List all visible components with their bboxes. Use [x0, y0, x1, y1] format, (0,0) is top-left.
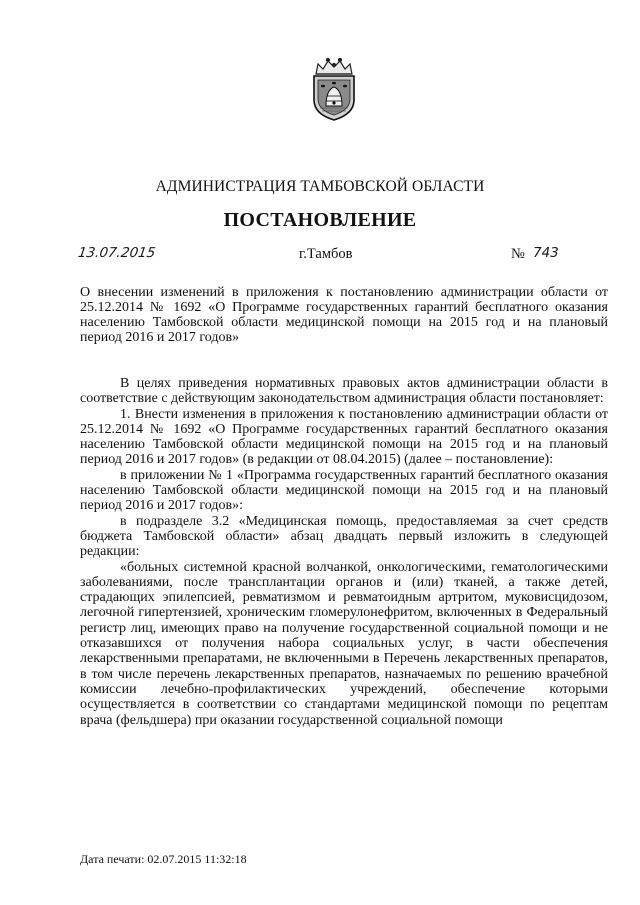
document-body [80, 376, 608, 728]
body-paragraph: В целях приведения нормативных правовых актов администрации области в соответствие с действующим законодательством администрация области постановляет: [80, 376, 608, 407]
body-paragraph: в подразделе 3.2 «Медицинская помощь, предоставляемая за счет средств бюджета Тамбовской области» абзац двадцать первый изложить в следующей редакции: [80, 513, 608, 560]
document-type-title: ПОСТАНОВЛЕНИЕ [223, 209, 417, 231]
city-label: г.Тамбов [299, 246, 353, 262]
number-label: № [511, 246, 525, 262]
coat-of-arms-icon [306, 56, 362, 122]
body-paragraph: в приложении № 1 «Программа государственных гарантий бесплатного оказания населению Тамбовской области медицинской помощи на 2015 год и на плановый период 2016 и 2017 годов»: [80, 467, 608, 514]
handwritten-date: 13.07.2015 [76, 245, 157, 261]
print-date-footer: Дата печати: 02.07.2015 11:32:18 [80, 852, 247, 866]
handwritten-number: 743 [533, 245, 559, 261]
issuing-authority: АДМИНИСТРАЦИЯ ТАМБОВСКОЙ ОБЛАСТИ [155, 178, 485, 195]
body-paragraph: 1. Внести изменения в приложения к постановлению администрации области от 25.12.2014 № 1692 «О Программе государственных гарантий бесплатного оказания населению Тамбовской области медицинской помощи на 2015 год и на плановый период 2016 и 2017 годов» (в редакции от 08.04.2015) (далее – постановление): [80, 406, 608, 468]
document-subject: О внесении изменений в приложения к постановлению администрации области от 25.12.2014 № 1692 «О Программе государственных гарантий бесплатного оказания населению Тамбовской области медицинской помощи на 2015 год и на плановый период 2016 и 2017 годов» [80, 285, 608, 345]
body-paragraph: «больных системной красной волчанкой, онкологическими, гематологическими заболеваниями, после трансплантации органов и (или) тканей, а также детей, страдающих эпилепсией, ревматизмом и ревматоидным артритом, муковисцидозом, легочной гипертензией, хроническим гломерулонефритом, включенных в Федеральный регистр лиц, имеющих право на получение государственной социальной помощи и не отказавшихся от получения набора социальных услуг, в части обеспечения лекарственными препаратами, не включенными в Перечень лекарственных препаратов, в том числе перечень лекарственных препаратов, назначаемых по решению врачебной комиссии лечебно-профилактических учреждений, обеспечение которыми осуществляется в соответствии со стандартами медицинской помощи по рецептам врача (фельдшера) при оказании государственной социальной помощи [80, 559, 608, 728]
